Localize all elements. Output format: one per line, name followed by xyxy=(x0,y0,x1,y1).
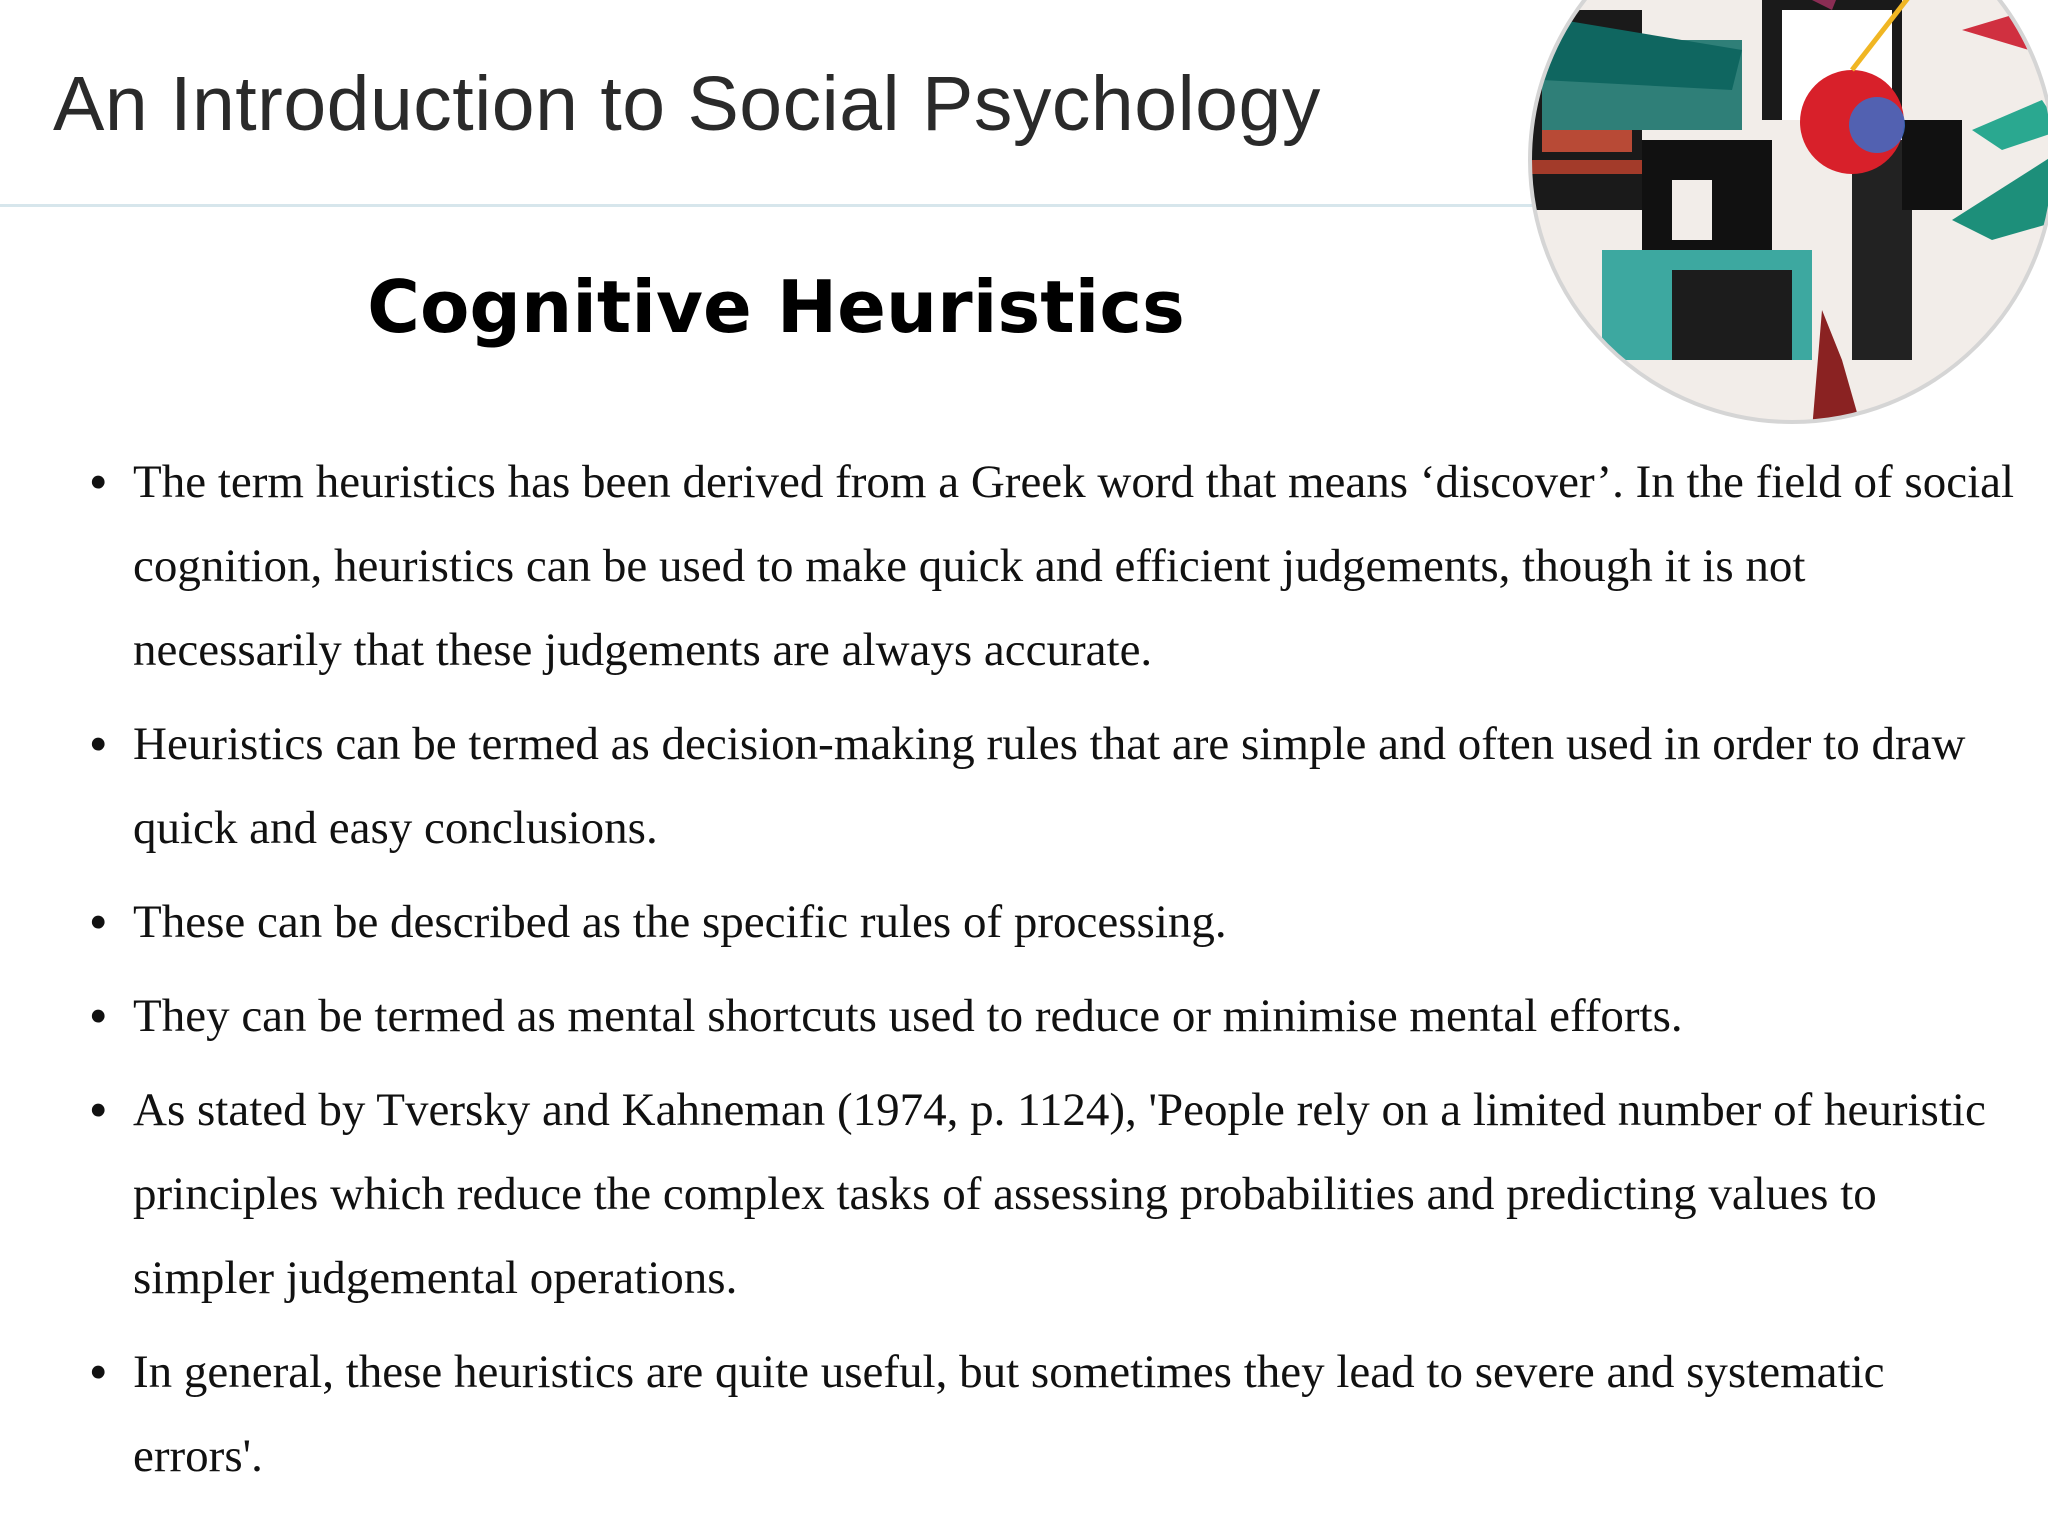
bullet-item xyxy=(90,880,2015,964)
bullet-item xyxy=(90,702,2015,870)
bullet-marker: • xyxy=(90,1083,107,1136)
bullet-text: As stated by Tversky and Kahneman (1974, p. 1124), 'People rely on a limited number of heuristic principles which reduce the complex tasks of assessing probabilities and predicting values to simpler judgemental operations. xyxy=(133,1084,1986,1304)
bullet-item xyxy=(90,440,2015,692)
bullet-item xyxy=(90,1330,2015,1498)
bullet-list xyxy=(90,440,2015,1508)
cover-art-image xyxy=(1522,0,2048,430)
bullet-marker: • xyxy=(90,1345,107,1398)
header-divider xyxy=(0,204,1560,207)
bullet-text: In general, these heuristics are quite useful, but sometimes they lead to severe and systematic errors'. xyxy=(133,1346,1885,1482)
bullet-marker: • xyxy=(90,989,107,1042)
bullet-text: They can be termed as mental shortcuts used to reduce or minimise mental efforts. xyxy=(133,990,1683,1042)
course-title: An Introduction to Social Psychology xyxy=(53,61,1321,147)
slide-title: Cognitive Heuristics xyxy=(367,265,1185,349)
bullet-marker: • xyxy=(90,895,107,948)
bullet-item xyxy=(90,974,2015,1058)
bullet-text: These can be described as the specific rules of processing. xyxy=(133,896,1227,948)
bullet-marker: • xyxy=(90,717,107,770)
bullet-text: The term heuristics has been derived from a Greek word that means ‘discover’. In the field of social cognition, heuristics can be used to make quick and efficient judgements, though it is not necessarily that these judgements are always accurate. xyxy=(133,456,2015,676)
bullet-item xyxy=(90,1068,2015,1320)
bullet-marker: • xyxy=(90,455,107,508)
bullet-text: Heuristics can be termed as decision-making rules that are simple and often used in order to draw quick and easy conclusions. xyxy=(133,718,1966,854)
